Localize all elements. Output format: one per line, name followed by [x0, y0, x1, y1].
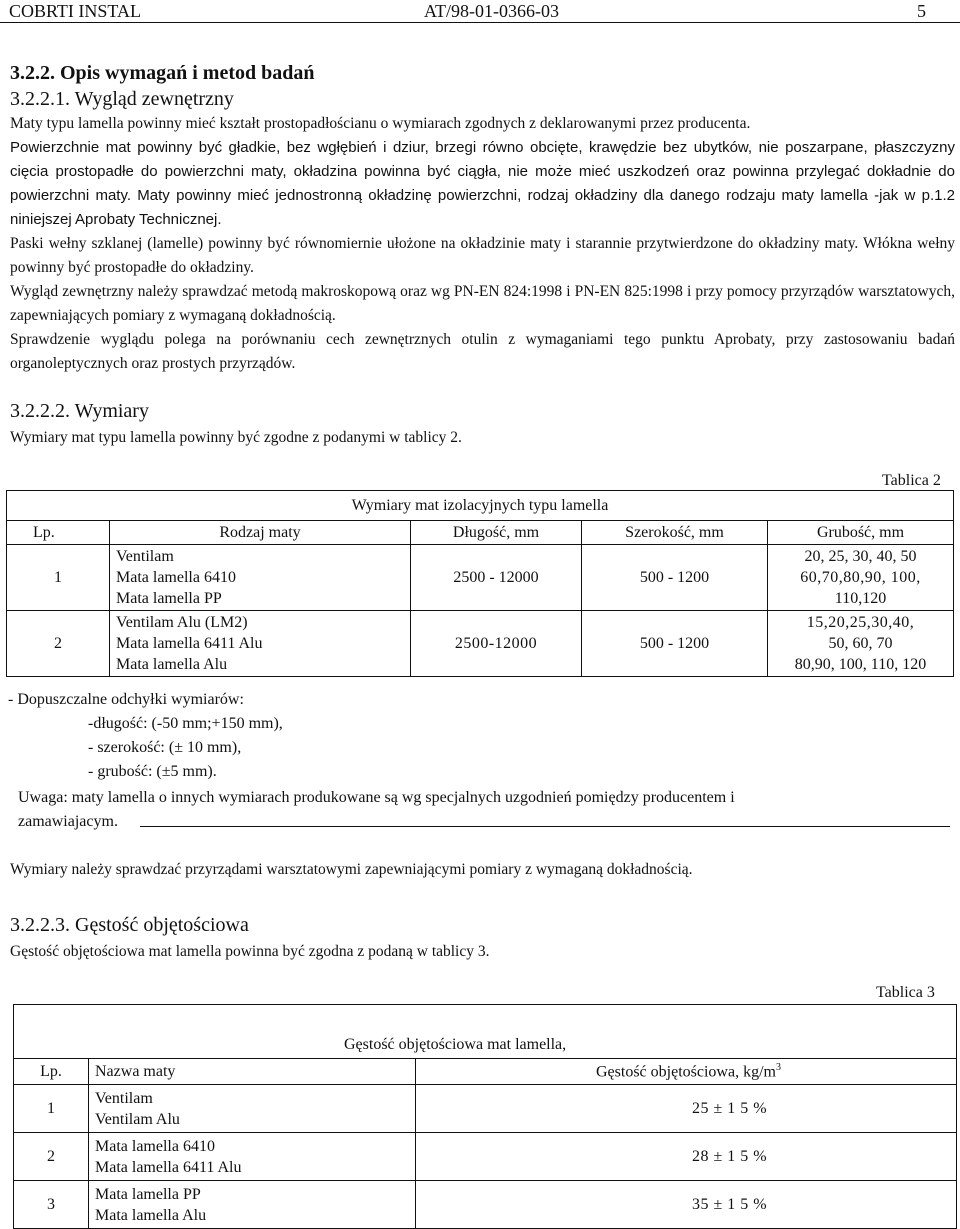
table3-row1-lp: 1 — [14, 1085, 89, 1133]
table3-row2-density: 28 ± 1 5 % — [416, 1133, 957, 1181]
table3-row2-lp: 2 — [14, 1133, 89, 1181]
wymiary-intro: Wymiary mat typu lamella powinny być zgodne z podanymi w tablicy 2. — [10, 429, 462, 446]
table3-col-density-exp: 3 — [775, 1061, 781, 1073]
table2-col-width: Szerokość, mm — [582, 521, 768, 545]
paragraph-surface — [10, 136, 955, 232]
tolerances-title: - Dopuszczalne odchyłki wymiarów: — [8, 691, 244, 708]
table2-row1-type-2: Mata lamella 6410 — [116, 569, 236, 586]
tolerance-thickness: - grubość: (±5 mm). — [88, 763, 217, 780]
table3-caption: Gęstość objętościowa mat lamella, — [14, 1005, 957, 1059]
header-page-number: 5 — [917, 1, 926, 21]
table3-col-name: Nazwa maty — [89, 1059, 416, 1085]
header-institution: COBRTI INSTAL — [9, 1, 141, 21]
table3-row2-name — [89, 1133, 416, 1181]
table3-row3-lp: 3 — [14, 1181, 89, 1229]
table-row — [7, 545, 954, 611]
table2-row1-width: 500 - 1200 — [582, 545, 768, 611]
table2-row2-type-3: Mata lamella Alu — [116, 656, 228, 673]
table3-row1-density: 25 ± 1 5 % — [416, 1085, 957, 1133]
table2-col-lp: Lp. — [7, 521, 110, 545]
paragraph-check: Sprawdzenie wyglądu polega na porównaniu cech zewnętrznych otulin z wymaganiami tego punktu Aprobaty, przy zastosowaniu badań organoleptycznych oraz prostych przyrządów. — [10, 331, 955, 372]
table3-row1-name — [89, 1085, 416, 1133]
tolerance-width: - szerokość: (± 10 mm), — [88, 739, 242, 756]
tolerance-length: -długość: (-50 mm;+150 mm), — [88, 715, 283, 732]
wymiary-title: 3.2.2.2. Wymiary — [10, 400, 149, 422]
table2-row1-length: 2500 - 12000 — [411, 545, 582, 611]
table2-row2-length: 2500-12000 — [411, 611, 582, 677]
paragraph-method: Wygląd zewnętrzny należy sprawdzać metodą makroskopową oraz wg PN-EN 824:1998 i PN-EN 825:1998 i przy pomocy przyrządów warsztatowych, zapewniających pomiary z wymaganą dokładnością. — [10, 283, 955, 324]
gestosc-title: 3.2.2.3. Gęstość objętościowa — [10, 914, 249, 936]
table2-row1-type — [110, 545, 411, 611]
table3-label: Tablica 3 — [876, 984, 935, 1001]
table2-label: Tablica 2 — [882, 472, 941, 489]
table2-row2-thickness-3: 80,90, 100, 110, 120 — [794, 656, 927, 673]
density-table — [13, 1004, 957, 1229]
table-row — [14, 1133, 957, 1181]
paragraph-shape: Maty typu lamella powinny mieć kształt prostopadłościanu o wymiarach zgodnych z deklarowanymi przez producenta. — [10, 115, 751, 132]
table2-row1-type-3: Mata lamella PP — [116, 590, 222, 607]
tolerances-block — [8, 688, 283, 784]
table3-col-lp: Lp. — [14, 1059, 89, 1085]
paragraph-lamellas: Paski wełny szklanej (lamelle) powinny być równomiernie ułożone na okładzinie maty i starannie przytwierdzone do okładziny maty. Włókna wełny powinny być prostopadłe do okładziny. — [10, 235, 955, 276]
table2-caption: Wymiary mat izolacyjnych typu lamella — [7, 491, 954, 521]
table2-row1-lp: 1 — [7, 545, 110, 611]
table3-row1-name-2: Ventilam Alu — [95, 1110, 180, 1128]
table3-col-density — [416, 1059, 957, 1085]
table2-row1-thickness-2: 60,70,80,90, 100, — [800, 569, 921, 586]
table2-row2-type — [110, 611, 411, 677]
gestosc-intro: Gęstość objętościowa mat lamella powinna być zgodna z podaną w tablicy 3. — [10, 943, 490, 960]
table-row — [14, 1085, 957, 1133]
table3-row2-name-1: Mata lamella 6410 — [95, 1137, 215, 1155]
table2-header-row — [7, 521, 954, 545]
dimensions-table — [6, 490, 954, 677]
table2-note-line1: Uwaga: maty lamella o innych wymiarach produkowane są wg specjalnych uzgodnień pomiędzy producentem i — [18, 789, 735, 806]
table2-row1-thickness-1: 20, 25, 30, 40, 50 — [804, 548, 917, 565]
table2-row1-thickness — [768, 545, 954, 611]
table3-row3-density: 35 ± 1 5 % — [416, 1181, 957, 1229]
table2-col-type: Rodzaj maty — [110, 521, 411, 545]
table2-row2-type-1: Ventilam Alu (LM2) — [116, 614, 248, 631]
table2-row2-type-2: Mata lamella 6411 Alu — [116, 635, 263, 652]
table3-row2-name-2: Mata lamella 6411 Alu — [95, 1158, 242, 1176]
table3-col-density-text: Gęstość objętościowa, kg/m — [596, 1063, 776, 1081]
paragraph-facing-text: Maty powinny mieć jednostronną okładzinę powierzchni, rodzaj okładziny dla danego rodzaju maty lamella -jak w p.1.2 niniejszej Aprobaty Technicznej. — [10, 187, 955, 228]
table2-note-line2: zamawiajacym. — [18, 813, 118, 830]
table2-row2-thickness-2: 50, 60, 70 — [828, 635, 893, 652]
paragraph-surface-text: Powierzchnie mat powinny być gładkie, bez wgłębień i dziur, brzegi równo obcięte, krawędzie bez ubytków, nie poszarpane, płaszczyzny cięcia prostopadłe do powierzchni maty, okładzina powinna być ciągła, nie może mieć uszkodzeń oraz powinna przylegać dokładnie do powierzchni maty. — [10, 139, 955, 204]
page-header — [0, 0, 960, 23]
table2-row2-thickness — [768, 611, 954, 677]
header-document-number: AT/98-01-0366-03 — [424, 1, 559, 21]
subsection-heading: 3.2.2.1. Wygląd zewnętrzny — [10, 88, 234, 110]
table2-row1-type-1: Ventilam — [116, 548, 174, 565]
note-underline — [140, 826, 950, 827]
table-row — [7, 611, 954, 677]
table2-row2-width: 500 - 1200 — [582, 611, 768, 677]
measure-note: Wymiary należy sprawdzać przyrządami warsztatowymi zapewniającymi pomiary z wymaganą dokładnością. — [10, 861, 693, 878]
table3-header-row — [14, 1059, 957, 1085]
table2-col-length: Długość, mm — [411, 521, 582, 545]
table-row — [14, 1181, 957, 1229]
table2-col-thickness: Grubość, mm — [768, 521, 954, 545]
table2-row2-thickness-1: 15,20,25,30,40, — [806, 614, 915, 631]
table2-row1-thickness-3: 110,120 — [834, 590, 887, 607]
section-heading: 3.2.2. Opis wymagań i metod badań — [10, 62, 315, 84]
table2-row2-lp: 2 — [7, 611, 110, 677]
table3-row3-name-1: Mata lamella PP — [95, 1185, 201, 1203]
table3-row3-name-2: Mata lamella Alu — [95, 1206, 207, 1224]
table3-row1-name-1: Ventilam — [95, 1089, 153, 1107]
table3-row3-name — [89, 1181, 416, 1229]
